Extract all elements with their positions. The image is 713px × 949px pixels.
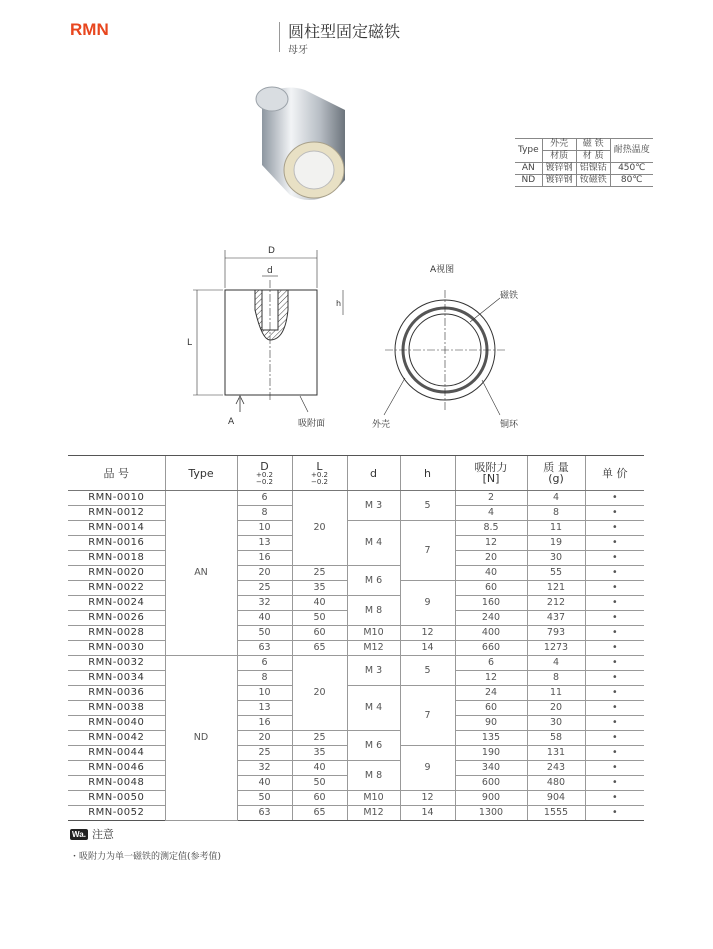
mass-cell: 30 [527,716,585,731]
price-cell: • [585,746,644,761]
force-cell: 40 [455,566,527,581]
shell-label: 外壳 [372,420,391,430]
D-cell: 50 [237,791,292,806]
part-number: RMN-0034 [68,671,165,686]
mat-header-type: Type [515,139,542,163]
part-number: RMN-0020 [68,566,165,581]
D-cell: 13 [237,536,292,551]
mat-header-temp: 耐热温度 [610,139,653,163]
col-force-unit: [N] [482,472,500,485]
h-cell: 12 [400,626,455,641]
price-cell: • [585,596,644,611]
type-cell: AN [165,491,237,656]
table-row [68,491,644,506]
force-cell: 60 [455,581,527,596]
dim-d-label: d [267,266,273,276]
price-cell: • [585,611,644,626]
mat-shell: 镀锌钢 [542,175,576,187]
table-row [68,806,644,821]
force-cell: 4 [455,506,527,521]
h-cell: 12 [400,791,455,806]
col-L [292,456,347,491]
D-cell: 16 [237,716,292,731]
part-number: RMN-0014 [68,521,165,536]
force-cell: 900 [455,791,527,806]
L-cell: 60 [292,626,347,641]
part-number: RMN-0048 [68,776,165,791]
mass-cell: 243 [527,761,585,776]
mass-cell: 480 [527,776,585,791]
part-number: RMN-0044 [68,746,165,761]
L-cell: 60 [292,791,347,806]
L-cell: 20 [292,491,347,566]
tol-plus: +0.2 [256,470,273,479]
col-code: 品 号 [68,456,165,491]
dim-L-label: L [187,338,193,348]
part-number: RMN-0042 [68,731,165,746]
table-row [68,791,644,806]
warning-badge-icon: Wa. [72,829,86,839]
D-cell: 8 [237,506,292,521]
mass-cell: 131 [527,746,585,761]
price-cell: • [585,491,644,506]
mass-cell: 4 [527,656,585,671]
D-cell: 13 [237,701,292,716]
mat-temp: 80℃ [610,175,653,187]
force-cell: 6 [455,656,527,671]
force-cell: 8.5 [455,521,527,536]
L-cell: 65 [292,806,347,821]
d-cell: M 4 [347,521,400,566]
L-cell: 50 [292,776,347,791]
spec-table [68,455,644,821]
h-cell: 7 [400,521,455,581]
ring-label: 铜环 [500,420,519,430]
price-cell: • [585,641,644,656]
price-cell: • [585,536,644,551]
L-cell: 40 [292,761,347,776]
mass-cell: 55 [527,566,585,581]
product-drawings [0,0,713,449]
part-number: RMN-0010 [68,491,165,506]
mass-cell: 58 [527,731,585,746]
part-number: RMN-0026 [68,611,165,626]
price-cell: • [585,581,644,596]
price-cell: • [585,626,644,641]
mat-header-magnet-material: 材 质 [576,151,610,163]
dim-D-label: D [268,246,275,256]
part-number: RMN-0046 [68,761,165,776]
col-h: h [400,456,455,491]
force-cell: 190 [455,746,527,761]
type-cell: ND [165,656,237,821]
price-cell: • [585,761,644,776]
part-number: RMN-0038 [68,701,165,716]
surface-label: 吸附面 [298,419,326,429]
part-number: RMN-0022 [68,581,165,596]
col-type: Type [165,456,237,491]
notes-title: 注意 [91,828,114,841]
part-number: RMN-0018 [68,551,165,566]
D-cell: 25 [237,581,292,596]
table-row [68,656,644,671]
table-row [68,596,644,611]
h-cell: 5 [400,656,455,686]
D-cell: 10 [237,686,292,701]
D-cell: 63 [237,806,292,821]
force-cell: 400 [455,626,527,641]
price-cell: • [585,566,644,581]
mat-type: ND [515,175,542,187]
table-row [68,761,644,776]
mat-header-magnet: 磁 铁 [576,139,610,151]
tol-minus: −0.2 [256,477,273,486]
price-cell: • [585,776,644,791]
force-cell: 90 [455,716,527,731]
part-number: RMN-0032 [68,656,165,671]
col-mass-unit: (g) [548,472,564,485]
D-cell: 16 [237,551,292,566]
h-cell: 14 [400,641,455,656]
force-cell: 60 [455,701,527,716]
force-cell: 12 [455,671,527,686]
h-cell: 7 [400,686,455,746]
col-D [237,456,292,491]
mass-cell: 11 [527,521,585,536]
mat-header-shell-material: 材质 [542,151,576,163]
D-cell: 32 [237,761,292,776]
force-cell: 340 [455,761,527,776]
L-cell: 35 [292,581,347,596]
price-cell: • [585,656,644,671]
D-cell: 20 [237,731,292,746]
force-cell: 240 [455,611,527,626]
mat-temp: 450℃ [610,163,653,175]
price-cell: • [585,791,644,806]
mass-cell: 904 [527,791,585,806]
part-number: RMN-0028 [68,626,165,641]
mass-cell: 437 [527,611,585,626]
price-cell: • [585,731,644,746]
D-cell: 40 [237,776,292,791]
mass-cell: 1273 [527,641,585,656]
d-cell: M12 [347,806,400,821]
d-cell: M 8 [347,596,400,626]
tol-minus: −0.2 [311,477,328,486]
mat-header-shell: 外壳 [542,139,576,151]
L-cell: 35 [292,746,347,761]
price-cell: • [585,806,644,821]
page-subtitle: 母牙 [288,45,308,56]
D-cell: 6 [237,491,292,506]
D-cell: 6 [237,656,292,671]
note-item: ・吸附力为单一磁铁的测定值(参考值) [70,852,222,862]
table-row [68,521,644,536]
D-cell: 40 [237,611,292,626]
mat-magnet: 铝镍钴 [576,163,610,175]
D-cell: 10 [237,521,292,536]
h-cell: 14 [400,806,455,821]
table-row [68,641,644,656]
table-row [68,686,644,701]
L-cell: 25 [292,731,347,746]
force-cell: 660 [455,641,527,656]
material-table [515,138,653,187]
view-a-title: A视图 [430,265,455,275]
d-cell: M 4 [347,686,400,731]
d-cell: M 8 [347,761,400,791]
L-cell: 50 [292,611,347,626]
mass-cell: 4 [527,491,585,506]
tol-plus: +0.2 [311,470,328,479]
magnet-label: 磁铁 [500,291,519,301]
price-cell: • [585,701,644,716]
d-cell: M12 [347,641,400,656]
end-view-drawing [384,290,505,415]
force-cell: 2 [455,491,527,506]
part-number: RMN-0050 [68,791,165,806]
price-cell: • [585,716,644,731]
part-number: RMN-0052 [68,806,165,821]
material-row [515,175,653,187]
dim-h-label: h [336,299,342,308]
D-cell: 20 [237,566,292,581]
mat-magnet: 钕磁铁 [576,175,610,187]
col-force [455,456,527,491]
mass-cell: 11 [527,686,585,701]
table-row [68,626,644,641]
price-cell: • [585,506,644,521]
material-row [515,163,653,175]
price-cell: • [585,551,644,566]
force-cell: 12 [455,536,527,551]
part-number: RMN-0012 [68,506,165,521]
table-row [68,566,644,581]
D-cell: 8 [237,671,292,686]
mass-cell: 20 [527,701,585,716]
mass-cell: 30 [527,551,585,566]
L-cell: 40 [292,596,347,611]
price-cell: • [585,686,644,701]
price-cell: • [585,671,644,686]
mass-cell: 212 [527,596,585,611]
col-d: d [347,456,400,491]
L-cell: 25 [292,566,347,581]
D-cell: 25 [237,746,292,761]
mass-cell: 793 [527,626,585,641]
notes-heading [70,826,114,842]
col-D-label: D [260,459,269,473]
part-number: RMN-0036 [68,686,165,701]
col-force-label: 吸附力 [474,461,508,474]
force-cell: 1300 [455,806,527,821]
price-cell: • [585,521,644,536]
force-cell: 600 [455,776,527,791]
h-cell: 9 [400,746,455,791]
mass-cell: 8 [527,506,585,521]
col-mass-label: 质 量 [543,461,569,474]
force-cell: 20 [455,551,527,566]
d-cell: M 3 [347,491,400,521]
d-cell: M 6 [347,566,400,596]
col-mass [527,456,585,491]
col-L-label: L [316,459,323,473]
product-photo [256,87,345,200]
mass-cell: 8 [527,671,585,686]
D-cell: 50 [237,626,292,641]
part-number: RMN-0030 [68,641,165,656]
part-number: RMN-0016 [68,536,165,551]
d-cell: M 3 [347,656,400,686]
mat-shell: 镀锌钢 [542,163,576,175]
table-row [68,731,644,746]
L-cell: 65 [292,641,347,656]
force-cell: 160 [455,596,527,611]
col-price: 单 价 [585,456,644,491]
h-cell: 9 [400,581,455,626]
brand-code: RMN [70,20,109,39]
D-cell: 32 [237,596,292,611]
h-cell: 5 [400,491,455,521]
mass-cell: 1555 [527,806,585,821]
part-number: RMN-0024 [68,596,165,611]
view-arrow-label: A [228,417,235,427]
force-cell: 135 [455,731,527,746]
mat-type: AN [515,163,542,175]
d-cell: M 6 [347,731,400,761]
page-title: 圆柱型固定磁铁 [288,22,401,41]
D-cell: 63 [237,641,292,656]
mass-cell: 19 [527,536,585,551]
d-cell: M10 [347,626,400,641]
force-cell: 24 [455,686,527,701]
mass-cell: 121 [527,581,585,596]
part-number: RMN-0040 [68,716,165,731]
L-cell: 20 [292,656,347,731]
d-cell: M10 [347,791,400,806]
